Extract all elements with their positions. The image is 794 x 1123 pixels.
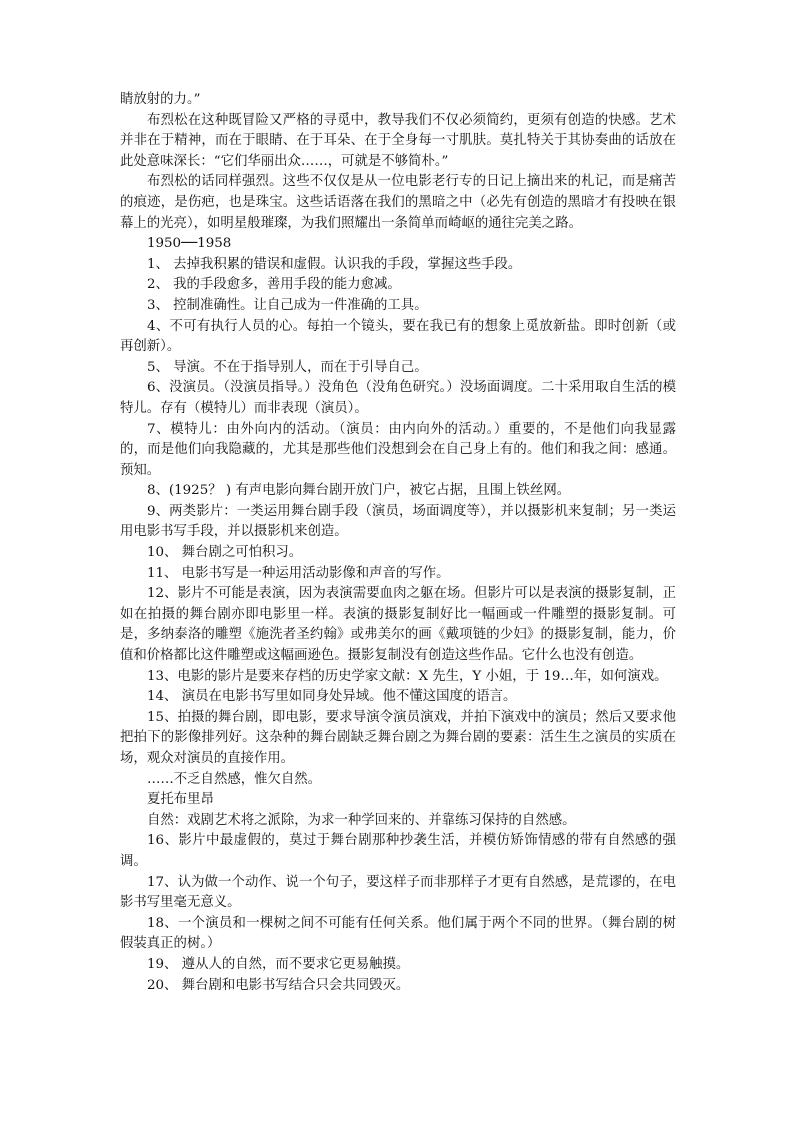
note-item-5: 5、 导演。不在于指导别人，而在于引导自己。 [147,359,428,375]
quotation: ……不乏自然感，惟欠自然。 [147,771,322,787]
note-item-10: 10、 舞台剧之可怕积习。 [147,545,303,561]
note-item-8: 8、(1925？ ) 有声电影向舞台剧开放门户，被它占据，且围上铁丝网。 [147,483,571,499]
note-item-16: 16、影片中最虚假的，莫过于舞台剧那种抄袭生活，并模仿矫饰情感的带有自然感的强调。 [120,833,676,869]
document-page [120,90,676,996]
quotation-author: 夏托布里昂 [147,792,214,808]
paragraph-intro-1: 布烈松在这种既冒险又严格的寻觅中，教导我们不仅必须简约，更须有创造的快感。艺术并非在于精神，而在于眼睛、在于耳朵、在于全身每一寸肌肤。莫扎特关于其协奏曲的话放在此处意味深长：“它们华丽出众……，可就是不够简朴。” [120,112,676,169]
note-item-15: 15、拍摄的舞台剧，即电影，要求导演令演员演戏，并拍下演戏中的演员；然后又要求他把拍下的影像排列好。这杂种的舞台剧缺乏舞台剧之为舞台剧的要素：活生生之演员的实质在场，观众对演员的直接作用。 [120,709,676,766]
paragraph-nature: 自然：戏剧艺术将之派除，为求一种学回来的、并靠练习保持的自然感。 [147,812,576,828]
note-item-18: 18、一个演员和一棵树之间不可能有任何关系。他们属于两个不同的世界。（舞台剧的树假装真正的树。） [120,915,676,952]
note-item-19: 19、 遵从人的自然，而不要求它更易触摸。 [147,956,410,972]
note-item-3: 3、 控制准确性。让自己成为一件准确的工具。 [147,297,428,313]
paragraph-intro-2: 布烈松的话同样强烈。这些不仅仅是从一位电影老行专的日记上摘出来的札记，而是痛苦的痕迹，是伤疤，也是珠宝。这些话语落在我们的黑暗之中（必先有创造的黑暗才有投映在银幕上的光亮），如明星般璀璨，为我们照耀出一条简单而崎岖的通往完美之路。 [120,174,676,231]
section-heading-years: 1950──1958 [147,236,232,252]
note-item-11: 11、 电影书写是一种运用活动影像和声音的写作。 [147,565,450,581]
note-item-14: 14、 演员在电影书写里如同身处异域。他不懂这国度的语言。 [147,689,517,705]
note-item-20: 20、 舞台剧和电影书写结合只会共同毁灭。 [147,977,410,993]
note-item-2: 2、 我的手段愈多，善用手段的能力愈减。 [147,277,401,293]
note-item-4: 4、不可有执行人员的心。每拍一个镜头，要在我已有的想象上觅放新盐。即时创新（或再创新）。 [120,318,676,355]
note-item-17: 17、认为做一个动作、说一个句子，要这样子而非那样子才更有自然感，是荒谬的，在电影书写里毫无意义。 [120,874,676,911]
note-item-7: 7、模特儿：由外向内的活动。（演员：由内向外的活动。）重要的，不是他们向我显露的，而是他们向我隐藏的，尤其是那些他们没想到会在自己身上有的。他们和我之间：感通。预知。 [120,421,676,478]
note-item-6: 6、没演员。（没演员指导。）没角色（没角色研究。）没场面调度。二十采用取自生活的模特儿。存有（模特儿）而非表现（演员）。 [120,380,676,416]
note-item-13: 13、电影的影片是要来存档的历史学家文献：X 先生，Y 小姐，于 19…年，如何演戏。 [147,668,668,684]
note-item-12: 12、影片不可能是表演，因为表演需要血肉之躯在场。但影片可以是表演的摄影复制，正如在拍摄的舞台剧亦即电影里一样。表演的摄影复制好比一幅画或一件雕塑的摄影复制。可是，多纳泰洛的雕塑《施洗者圣约翰》或弗美尔的画《戴项链的少妇》的摄影复制，能力，价值和价格都比这件雕塑或这幅画逊色。摄影复制没有创造这些作品。它什么也没有创造。 [120,586,676,664]
note-item-1: 1、 去掉我积累的错误和虚假。认识我的手段，掌握这些手段。 [147,256,522,272]
note-item-9: 9、两类影片：一类运用舞台剧手段（演员，场面调度等），并以摄影机来复制；另一类运用电影书写手段，并以摄影机来创造。 [120,503,676,540]
paragraph-continuation: 睛放射的力。” [120,92,201,107]
